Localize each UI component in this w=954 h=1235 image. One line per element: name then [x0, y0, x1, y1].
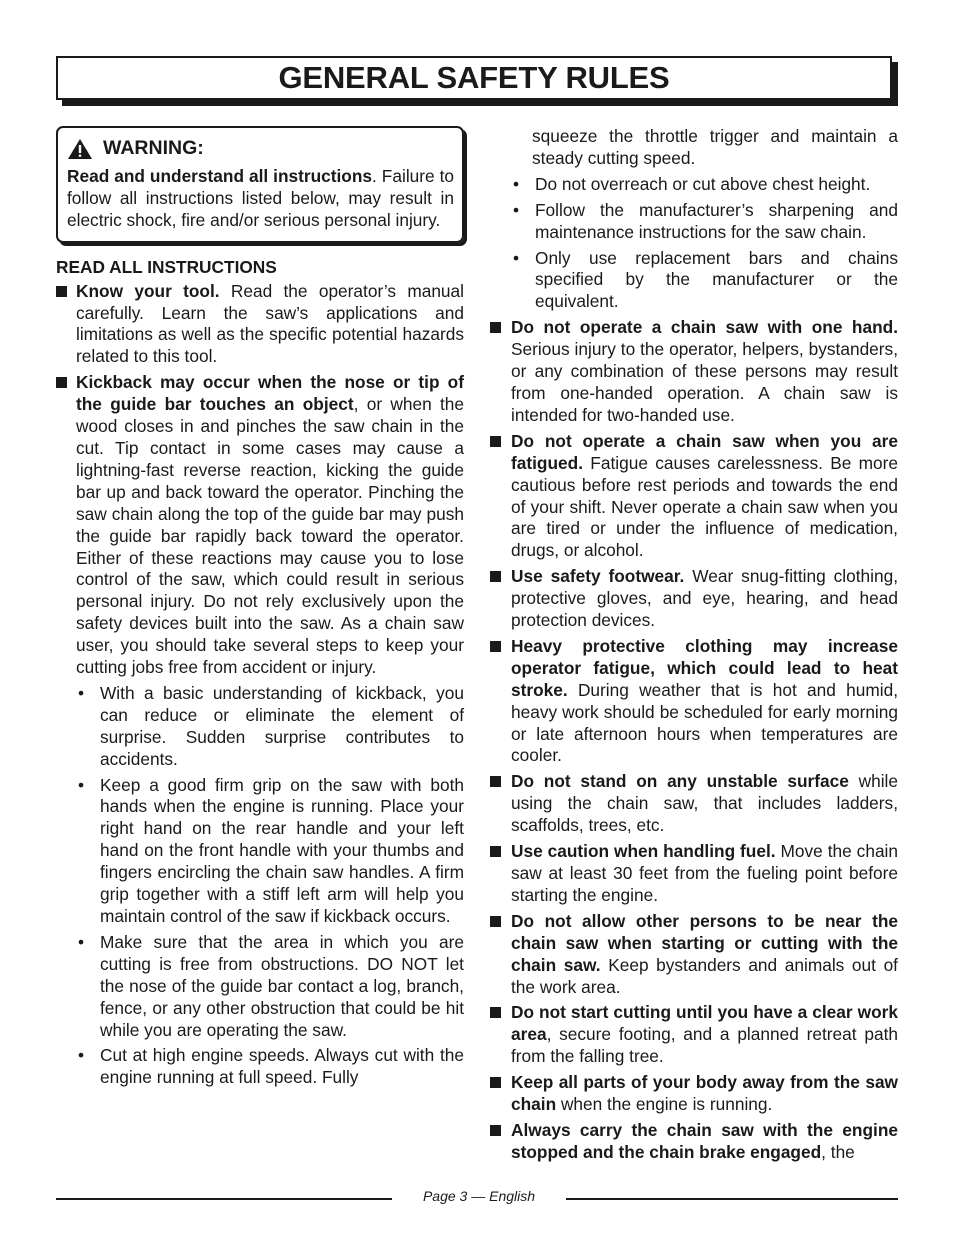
- left-column: [56, 126, 464, 1093]
- rule-text: when the engine is running.: [556, 1094, 773, 1115]
- bullet-firm-grip: [56, 775, 464, 928]
- rule-heavy-clothing: [490, 636, 898, 767]
- rule-bold: Keep all parts of your body away from the saw chain: [511, 1072, 898, 1115]
- square-bullet-icon: [56, 377, 67, 388]
- footer-rule-right: [566, 1198, 898, 1200]
- square-bullet-icon: [490, 1077, 501, 1088]
- rule-text: while using the chain saw, that includes ladders, scaffolds, trees, etc.: [511, 771, 898, 836]
- rule-kickback: [56, 372, 464, 679]
- rule-text: , or when the wood closes in and pinches the saw chain in the cut. Tip contact in some cases may cause a lightning-fast reverse reaction, kicking the guide bar up and back toward the operator. Pinching the saw chain along the top of the guide bar may push the guide bar rapidly back toward the operator. Either of these reactions may cause you to lose control of the saw, which could result in serious personal injury. Do not rely exclusively upon the safety devices built into the saw. As a chain saw user, you should take several steps to keep your cutting jobs free from accident or injury.: [76, 394, 464, 678]
- square-bullet-icon: [490, 1007, 501, 1018]
- rule-footwear: [490, 566, 898, 632]
- rule-body-away: [490, 1072, 898, 1116]
- square-bullet-icon: [490, 916, 501, 927]
- warning-text: [67, 166, 454, 232]
- bullet-text: With a basic understanding of kickback, you can reduce or eliminate the element of surprise. Sudden surprise contributes to accidents.: [100, 682, 464, 769]
- rule-bold: Do not operate a chain saw with one hand.: [511, 317, 898, 338]
- bullet-high-speed: [56, 1045, 464, 1089]
- bullet-kickback-understanding: [56, 683, 464, 771]
- dot-bullet-icon: •: [513, 247, 520, 268]
- warning-heading: WARNING:: [103, 137, 204, 160]
- bullet-continuation: squeeze the throttle trigger and maintain a steady cutting speed.: [532, 126, 898, 168]
- rule-text: Move the chain saw at least 30 feet from the fueling point before starting the engine.: [511, 841, 899, 905]
- title-box: [56, 56, 892, 100]
- rule-bold: Use safety footwear.: [511, 566, 685, 587]
- warning-triangle-icon: [67, 138, 93, 160]
- rule-bold: Know your tool.: [76, 280, 220, 301]
- dot-bullet-icon: •: [78, 931, 85, 952]
- page-title: GENERAL SAFETY RULES: [278, 60, 670, 95]
- bullet-text: Keep a good firm grip on the saw with both hands when the engine is running. Place your right hand on the rear handle and your left hand on the front handle with your thumbs and fingers encircling the chain saw handles. A firm grip together with a stiff left arm will help you maintain control of the saw if kickback occurs.: [100, 774, 464, 926]
- rule-bold: Do not allow other persons to be near the chain saw when starting or cutting with the chain saw.: [511, 910, 898, 975]
- warning-bold: Read and understand all instructions: [67, 166, 373, 186]
- dot-bullet-icon: •: [78, 774, 85, 795]
- rule-bold: Do not start cutting until you have a clear work area: [511, 1002, 898, 1045]
- bullet-overreach: [490, 174, 898, 196]
- warning-body: . Failure to follow all instructions listed below, may result in electric shock, fire and/or serious personal injury.: [67, 166, 455, 230]
- dot-bullet-icon: •: [513, 173, 520, 194]
- rule-other-persons: [490, 911, 898, 999]
- square-bullet-icon: [490, 846, 501, 857]
- rule-fatigued: [490, 431, 898, 562]
- rule-text: Read the operator’s manual carefully. Learn the saw’s applications and limitations as well as the specific potential hazards related to this tool.: [76, 280, 464, 367]
- rule-text: Keep bystanders and animals out of the work area.: [511, 954, 898, 997]
- bullet-obstructions: [56, 932, 464, 1042]
- square-bullet-icon: [490, 776, 501, 787]
- rule-text: Wear snug-fitting clothing, protective gloves, and eye, hearing, and head protection devices.: [511, 566, 898, 631]
- dot-bullet-icon: •: [78, 682, 85, 703]
- section-heading: READ ALL INSTRUCTIONS: [56, 256, 277, 277]
- rule-bold: Do not stand on any unstable surface: [511, 771, 849, 792]
- square-bullet-icon: [490, 1125, 501, 1136]
- rule-text: During weather that is hot and humid, heavy work should be scheduled for early morning or late afternoon hours when temperatures are cooler.: [511, 679, 898, 766]
- square-bullet-icon: [490, 641, 501, 652]
- footer-page-label: Page 3 — English: [422, 1188, 536, 1204]
- rule-bold: Heavy protective clothing may increase operator fatigue, which could lead to heat stroke.: [511, 635, 898, 700]
- rule-bold: Kickback may occur when the nose or tip of the guide bar touches an object: [76, 372, 464, 415]
- bullet-text: Do not overreach or cut above chest height.: [535, 173, 871, 194]
- bullet-sharpening: [490, 200, 898, 244]
- rule-text: , the: [821, 1141, 855, 1162]
- rule-text: Serious injury to the operator, helpers, bystanders, or any combination of these persons may result from one-handed operation. A chain saw is intended for two-handed use.: [511, 339, 898, 425]
- bullet-text: Follow the manufacturer’s sharpening and maintenance instructions for the saw chain.: [535, 199, 898, 242]
- bullet-text: Only use replacement bars and chains specified by the manufacturer or the equivalent.: [535, 247, 898, 312]
- rule-fuel: [490, 841, 898, 907]
- rule-carry-saw: [490, 1120, 898, 1164]
- square-bullet-icon: [490, 571, 501, 582]
- rule-text: , secure footing, and a planned retreat path from the falling tree.: [511, 1024, 898, 1067]
- dot-bullet-icon: •: [78, 1045, 85, 1066]
- bullet-replacement-bars: [490, 248, 898, 314]
- rule-know-your-tool: [56, 281, 464, 369]
- rule-unstable-surface: [490, 771, 898, 837]
- rule-bold: Do not operate a chain saw when you are fatigued.: [511, 430, 898, 473]
- rule-clear-work-area: [490, 1002, 898, 1068]
- warning-box: [56, 126, 464, 243]
- bullet-text: Cut at high engine speeds. Always cut with the engine running at full speed. Fully: [100, 1045, 464, 1088]
- square-bullet-icon: [490, 436, 501, 447]
- bullet-text: Make sure that the area in which you are cutting is free from obstructions. DO NOT let the nose of the guide bar contact a log, branch, fence, or any other obstruction that could be hit while you are operating the saw.: [100, 931, 464, 1040]
- footer-rule-left: [56, 1198, 392, 1200]
- warning-header: [67, 138, 454, 160]
- rule-bold: Always carry the chain saw with the engine stopped and the chain brake engaged: [511, 1119, 898, 1162]
- right-column: [490, 126, 898, 1168]
- rule-bold: Use caution when handling fuel.: [511, 841, 776, 862]
- rule-one-hand: [490, 317, 898, 427]
- square-bullet-icon: [490, 322, 501, 333]
- square-bullet-icon: [56, 286, 67, 297]
- rule-text: Fatigue causes carelessness. Be more cautious before rest periods and towards the end of your shift. Never operate a chain saw when you are tired or under the influence of medication, drugs, or alcohol.: [511, 452, 898, 561]
- dot-bullet-icon: •: [513, 199, 520, 220]
